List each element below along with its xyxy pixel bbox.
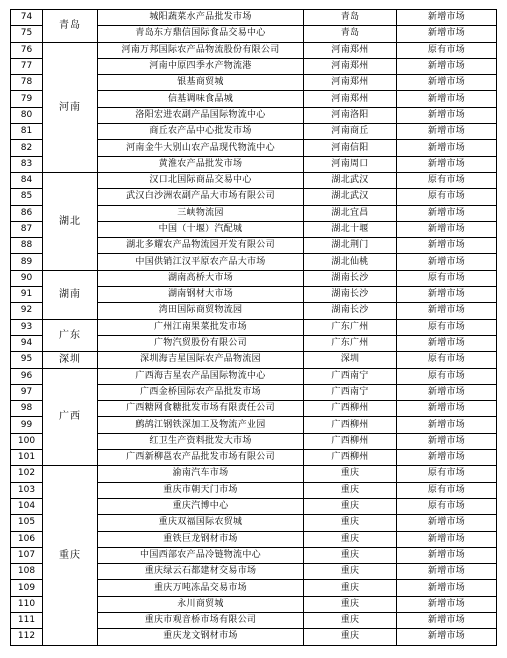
- market-city: 广东广州: [304, 335, 397, 351]
- market-city: 广西柳州: [304, 401, 397, 417]
- market-type: 新增市场: [397, 254, 497, 270]
- market-type: 原有市场: [397, 172, 497, 188]
- market-type: 新增市场: [397, 564, 497, 580]
- row-number: 102: [11, 466, 43, 482]
- table-row: [11, 368, 497, 384]
- market-name: 汉口北国际商品交易中心: [98, 172, 304, 188]
- row-number: 89: [11, 254, 43, 270]
- market-name: 中国西部农产品冷链物流中心: [98, 547, 304, 563]
- market-type: 新增市场: [397, 156, 497, 172]
- row-number: 97: [11, 384, 43, 400]
- market-name: 红卫生产资料批发大市场: [98, 433, 304, 449]
- market-name: 永川商贸城: [98, 596, 304, 612]
- row-number: 80: [11, 107, 43, 123]
- market-name: 渝南汽车市场: [98, 466, 304, 482]
- market-city: 青岛: [304, 10, 397, 26]
- market-city: 重庆: [304, 612, 397, 628]
- market-city: 青岛: [304, 26, 397, 42]
- market-city: 河南信阳: [304, 140, 397, 156]
- row-number: 86: [11, 205, 43, 221]
- row-number: 110: [11, 596, 43, 612]
- row-number: 84: [11, 172, 43, 188]
- market-name: 广西海吉星农产品国际物流中心: [98, 368, 304, 384]
- row-number: 103: [11, 482, 43, 498]
- market-type: 新增市场: [397, 629, 497, 645]
- row-number: 98: [11, 401, 43, 417]
- market-city: 深圳: [304, 352, 397, 368]
- market-name: 湾田国际商贸物流园: [98, 303, 304, 319]
- market-name: 广州江南果菜批发市场: [98, 319, 304, 335]
- market-type: 新增市场: [397, 58, 497, 74]
- market-name: 信基调味食品城: [98, 91, 304, 107]
- market-city: 重庆: [304, 466, 397, 482]
- market-type: 新增市场: [397, 10, 497, 26]
- market-name: 广西金桥国际农产品批发市场: [98, 384, 304, 400]
- market-type: 新增市场: [397, 401, 497, 417]
- row-number: 74: [11, 10, 43, 26]
- region-cell: 河南: [43, 42, 98, 172]
- table-row: [11, 172, 497, 188]
- market-city: 湖北仙桃: [304, 254, 397, 270]
- market-type: 新增市场: [397, 26, 497, 42]
- market-city: 重庆: [304, 629, 397, 645]
- market-name: 中国供销江汉平原农产品大市场: [98, 254, 304, 270]
- row-number: 112: [11, 629, 43, 645]
- market-name: 重庆市观音桥市场有限公司: [98, 612, 304, 628]
- market-city: 湖南长沙: [304, 303, 397, 319]
- market-name: 洛阳宏进农副产品国际物流中心: [98, 107, 304, 123]
- row-number: 76: [11, 42, 43, 58]
- market-city: 河南洛阳: [304, 107, 397, 123]
- row-number: 109: [11, 580, 43, 596]
- market-type: 原有市场: [397, 498, 497, 514]
- market-city: 重庆: [304, 531, 397, 547]
- market-city: 广西柳州: [304, 433, 397, 449]
- market-name: 重庆万吨冻品交易市场: [98, 580, 304, 596]
- market-type: 新增市场: [397, 596, 497, 612]
- table-row: [11, 352, 497, 368]
- market-name: 河南中原四季水产物流港: [98, 58, 304, 74]
- region-cell: 广东: [43, 319, 98, 352]
- market-type: 新增市场: [397, 384, 497, 400]
- market-type: 新增市场: [397, 221, 497, 237]
- market-city: 湖北荆门: [304, 238, 397, 254]
- market-type: 新增市场: [397, 91, 497, 107]
- row-number: 75: [11, 26, 43, 42]
- market-city: 湖南长沙: [304, 287, 397, 303]
- market-city: 重庆: [304, 580, 397, 596]
- row-number: 87: [11, 221, 43, 237]
- market-name: 商丘农产品中心批发市场: [98, 124, 304, 140]
- market-city: 重庆: [304, 482, 397, 498]
- market-type: 新增市场: [397, 140, 497, 156]
- table-row: [11, 466, 497, 482]
- market-list-body: [11, 10, 497, 646]
- market-type: 新增市场: [397, 287, 497, 303]
- row-number: 79: [11, 91, 43, 107]
- market-name: 鹧鸪江钢铁深加工及物流产业园: [98, 417, 304, 433]
- market-list-table: [10, 9, 497, 646]
- market-type: 新增市场: [397, 107, 497, 123]
- row-number: 78: [11, 75, 43, 91]
- market-city: 重庆: [304, 596, 397, 612]
- market-city: 河南周口: [304, 156, 397, 172]
- market-type: 新增市场: [397, 124, 497, 140]
- market-city: 河南郑州: [304, 91, 397, 107]
- market-name: 中国（十堰）汽配城: [98, 221, 304, 237]
- table-row: [11, 10, 497, 26]
- market-city: 广西南宁: [304, 384, 397, 400]
- market-type: 原有市场: [397, 482, 497, 498]
- row-number: 92: [11, 303, 43, 319]
- market-type: 新增市场: [397, 75, 497, 91]
- row-number: 99: [11, 417, 43, 433]
- market-type: 新增市场: [397, 238, 497, 254]
- market-city: 河南商丘: [304, 124, 397, 140]
- row-number: 106: [11, 531, 43, 547]
- row-number: 108: [11, 564, 43, 580]
- table-row: [11, 270, 497, 286]
- row-number: 91: [11, 287, 43, 303]
- market-name: 河南金牛大别山农产品现代物流中心: [98, 140, 304, 156]
- market-type: 新增市场: [397, 433, 497, 449]
- market-name: 重庆双福国际农贸城: [98, 515, 304, 531]
- market-city: 广东广州: [304, 319, 397, 335]
- market-name: 湖南钢材大市场: [98, 287, 304, 303]
- market-city: 重庆: [304, 547, 397, 563]
- market-type: 新增市场: [397, 612, 497, 628]
- market-type: 新增市场: [397, 450, 497, 466]
- market-city: 湖北武汉: [304, 172, 397, 188]
- row-number: 90: [11, 270, 43, 286]
- market-type: 新增市场: [397, 417, 497, 433]
- market-city: 河南郑州: [304, 58, 397, 74]
- market-name: 湖南高桥大市场: [98, 270, 304, 286]
- market-city: 河南郑州: [304, 42, 397, 58]
- region-cell: 重庆: [43, 466, 98, 645]
- market-name: 武汉白沙洲农副产品大市场有限公司: [98, 189, 304, 205]
- market-name: 广物汽贸股份有限公司: [98, 335, 304, 351]
- market-type: 新增市场: [397, 335, 497, 351]
- row-number: 93: [11, 319, 43, 335]
- region-cell: 湖南: [43, 270, 98, 319]
- row-number: 95: [11, 352, 43, 368]
- row-number: 88: [11, 238, 43, 254]
- market-name: 湖北多耀农产品物流园开发有限公司: [98, 238, 304, 254]
- market-city: 重庆: [304, 564, 397, 580]
- market-city: 重庆: [304, 515, 397, 531]
- market-type: 原有市场: [397, 352, 497, 368]
- region-cell: 深圳: [43, 352, 98, 368]
- market-type: 新增市场: [397, 205, 497, 221]
- market-type: 新增市场: [397, 531, 497, 547]
- market-name: 银基商贸城: [98, 75, 304, 91]
- market-city: 广西南宁: [304, 368, 397, 384]
- row-number: 96: [11, 368, 43, 384]
- market-type: 原有市场: [397, 368, 497, 384]
- market-name: 河南万邦国际农产品物流股份有限公司: [98, 42, 304, 58]
- market-type: 新增市场: [397, 515, 497, 531]
- market-city: 河南郑州: [304, 75, 397, 91]
- market-type: 原有市场: [397, 42, 497, 58]
- row-number: 81: [11, 124, 43, 140]
- region-cell: 湖北: [43, 172, 98, 270]
- row-number: 85: [11, 189, 43, 205]
- market-name: 重庆汽博中心: [98, 498, 304, 514]
- row-number: 107: [11, 547, 43, 563]
- market-city: 湖南长沙: [304, 270, 397, 286]
- market-type: 新增市场: [397, 303, 497, 319]
- row-number: 77: [11, 58, 43, 74]
- market-type: 原有市场: [397, 189, 497, 205]
- row-number: 105: [11, 515, 43, 531]
- table-row: [11, 319, 497, 335]
- market-name: 重庆龙文钢材市场: [98, 629, 304, 645]
- market-city: 湖北武汉: [304, 189, 397, 205]
- market-name: 广西新柳邕农产品批发市场有限公司: [98, 450, 304, 466]
- row-number: 83: [11, 156, 43, 172]
- market-name: 广西糖网食糖批发市场有限责任公司: [98, 401, 304, 417]
- market-name: 黄淮农产品批发市场: [98, 156, 304, 172]
- market-name: 三峡物流园: [98, 205, 304, 221]
- market-type: 原有市场: [397, 466, 497, 482]
- market-city: 重庆: [304, 498, 397, 514]
- market-name: 青岛东方鼎信国际食品交易中心: [98, 26, 304, 42]
- market-type: 新增市场: [397, 580, 497, 596]
- table-row: [11, 42, 497, 58]
- market-city: 湖北十堰: [304, 221, 397, 237]
- market-name: 重铁巨龙钢材市场: [98, 531, 304, 547]
- row-number: 94: [11, 335, 43, 351]
- row-number: 104: [11, 498, 43, 514]
- row-number: 111: [11, 612, 43, 628]
- market-city: 湖北宜昌: [304, 205, 397, 221]
- market-name: 重庆市朝天门市场: [98, 482, 304, 498]
- market-name: 重庆绿云石都建材交易市场: [98, 564, 304, 580]
- row-number: 101: [11, 450, 43, 466]
- region-cell: 广西: [43, 368, 98, 466]
- row-number: 100: [11, 433, 43, 449]
- market-city: 广西柳州: [304, 450, 397, 466]
- market-type: 新增市场: [397, 547, 497, 563]
- region-cell: 青岛: [43, 10, 98, 43]
- market-type: 原有市场: [397, 270, 497, 286]
- market-name: 城阳蔬菜水产品批发市场: [98, 10, 304, 26]
- market-city: 广西柳州: [304, 417, 397, 433]
- market-type: 原有市场: [397, 319, 497, 335]
- row-number: 82: [11, 140, 43, 156]
- market-name: 深圳海吉星国际农产品物流园: [98, 352, 304, 368]
